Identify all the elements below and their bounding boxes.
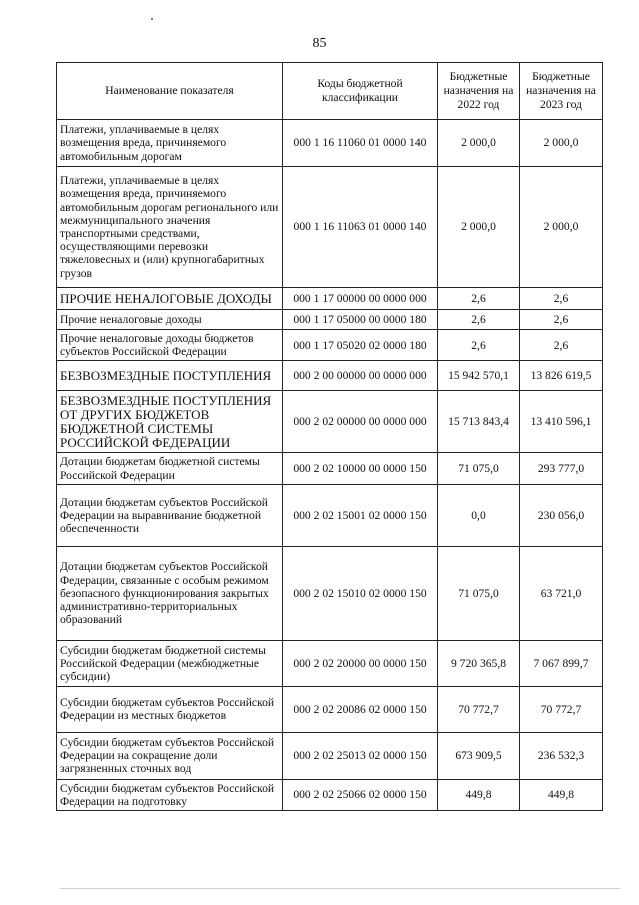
value-2023-cell: 2 000,0 — [520, 167, 603, 288]
value-2023-cell: 230 056,0 — [520, 484, 603, 546]
value-2023-cell: 63 721,0 — [520, 546, 603, 640]
value-2022-cell: 2,6 — [438, 330, 520, 361]
code-cell: 000 1 16 11060 01 0000 140 — [283, 120, 438, 167]
value-2023-cell: 293 777,0 — [520, 453, 603, 484]
value-2023-cell: 70 772,7 — [520, 686, 603, 732]
header-code: Коды бюджетной классификации — [283, 63, 438, 120]
value-2023-cell: 449,8 — [520, 779, 603, 810]
name-cell: Дотации бюджетам субъектов Российской Федерации, связанные с особым режимом безопасного функционирования закрытых административно-территориальных образований — [57, 546, 283, 640]
table-row — [57, 779, 603, 810]
value-2022-cell: 15 942 570,1 — [438, 361, 520, 391]
table-row — [57, 453, 603, 484]
value-2023-cell: 7 067 899,7 — [520, 640, 603, 686]
table-row — [57, 330, 603, 361]
table-row — [57, 484, 603, 546]
bottom-rule — [60, 888, 620, 889]
code-cell: 000 2 02 20000 00 0000 150 — [283, 640, 438, 686]
table-row — [57, 361, 603, 391]
table-row — [57, 288, 603, 310]
value-2023-cell: 2,6 — [520, 330, 603, 361]
value-2022-cell: 71 075,0 — [438, 453, 520, 484]
header-2023: Бюджетные назначения на 2023 год — [520, 63, 603, 120]
name-cell: Дотации бюджетам бюджетной системы Российской Федерации — [57, 453, 283, 484]
value-2023-cell: 2,6 — [520, 310, 603, 330]
value-2022-cell: 2,6 — [438, 310, 520, 330]
code-cell: 000 2 02 15001 02 0000 150 — [283, 484, 438, 546]
name-cell: Прочие неналоговые доходы — [57, 310, 283, 330]
value-2023-cell: 13 826 619,5 — [520, 361, 603, 391]
code-cell: 000 2 02 25013 02 0000 150 — [283, 732, 438, 779]
name-cell: БЕЗВОЗМЕЗДНЫЕ ПОСТУПЛЕНИЯ — [57, 361, 283, 391]
code-cell: 000 1 17 05000 00 0000 180 — [283, 310, 438, 330]
code-cell: 000 1 16 11063 01 0000 140 — [283, 167, 438, 288]
scan-speck — [151, 18, 153, 20]
name-cell: Прочие неналоговые доходы бюджетов субъектов Российской Федерации — [57, 330, 283, 361]
name-cell: Субсидии бюджетам субъектов Российской Федерации на подготовку — [57, 779, 283, 810]
name-cell: Дотации бюджетам субъектов Российской Федерации на выравнивание бюджетной обеспеченности — [57, 484, 283, 546]
value-2023-cell: 2,6 — [520, 288, 603, 310]
code-cell: 000 2 02 15010 02 0000 150 — [283, 546, 438, 640]
name-cell: Платежи, уплачиваемые в целях возмещения вреда, причиняемого автомобильным дорогам регионального или межмуниципального значения транспортными средствами, осуществляющими перевозки тяжеловесных и (или) крупногабаритных грузов — [57, 167, 283, 288]
name-cell: ПРОЧИЕ НЕНАЛОГОВЫЕ ДОХОДЫ — [57, 288, 283, 310]
code-cell: 000 2 02 10000 00 0000 150 — [283, 453, 438, 484]
value-2022-cell: 15 713 843,4 — [438, 391, 520, 453]
value-2023-cell: 13 410 596,1 — [520, 391, 603, 453]
code-cell: 000 2 02 20086 02 0000 150 — [283, 686, 438, 732]
table-row — [57, 732, 603, 779]
table-row — [57, 310, 603, 330]
table-row — [57, 686, 603, 732]
value-2022-cell: 2 000,0 — [438, 120, 520, 167]
code-cell: 000 2 02 25066 02 0000 150 — [283, 779, 438, 810]
table-body — [57, 120, 603, 811]
code-cell: 000 1 17 05020 02 0000 180 — [283, 330, 438, 361]
value-2023-cell: 236 532,3 — [520, 732, 603, 779]
value-2022-cell: 0,0 — [438, 484, 520, 546]
header-2022: Бюджетные назначения на 2022 год — [438, 63, 520, 120]
budget-table — [56, 62, 603, 811]
value-2022-cell: 9 720 365,8 — [438, 640, 520, 686]
table-row — [57, 167, 603, 288]
value-2022-cell: 71 075,0 — [438, 546, 520, 640]
name-cell: БЕЗВОЗМЕЗДНЫЕ ПОСТУПЛЕНИЯ ОТ ДРУГИХ БЮДЖЕТОВ БЮДЖЕТНОЙ СИСТЕМЫ РОССИЙСКОЙ ФЕДЕРАЦИИ — [57, 391, 283, 453]
value-2022-cell: 2 000,0 — [438, 167, 520, 288]
page-number: 85 — [312, 36, 327, 51]
table-row — [57, 640, 603, 686]
name-cell: Субсидии бюджетам субъектов Российской Федерации из местных бюджетов — [57, 686, 283, 732]
table-row — [57, 120, 603, 167]
code-cell: 000 2 00 00000 00 0000 000 — [283, 361, 438, 391]
value-2022-cell: 673 909,5 — [438, 732, 520, 779]
table-header-row — [57, 63, 603, 120]
name-cell: Субсидии бюджетам бюджетной системы Российской Федерации (межбюджетные субсидии) — [57, 640, 283, 686]
value-2022-cell: 70 772,7 — [438, 686, 520, 732]
header-name: Наименование показателя — [57, 63, 283, 120]
value-2023-cell: 2 000,0 — [520, 120, 603, 167]
code-cell: 000 1 17 00000 00 0000 000 — [283, 288, 438, 310]
budget-table-container — [56, 62, 602, 811]
value-2022-cell: 449,8 — [438, 779, 520, 810]
name-cell: Платежи, уплачиваемые в целях возмещения вреда, причиняемого автомобильным дорогам — [57, 120, 283, 167]
table-row — [57, 391, 603, 453]
table-row — [57, 546, 603, 640]
code-cell: 000 2 02 00000 00 0000 000 — [283, 391, 438, 453]
name-cell: Субсидии бюджетам субъектов Российской Федерации на сокращение доли загрязненных сточных вод — [57, 732, 283, 779]
value-2022-cell: 2,6 — [438, 288, 520, 310]
